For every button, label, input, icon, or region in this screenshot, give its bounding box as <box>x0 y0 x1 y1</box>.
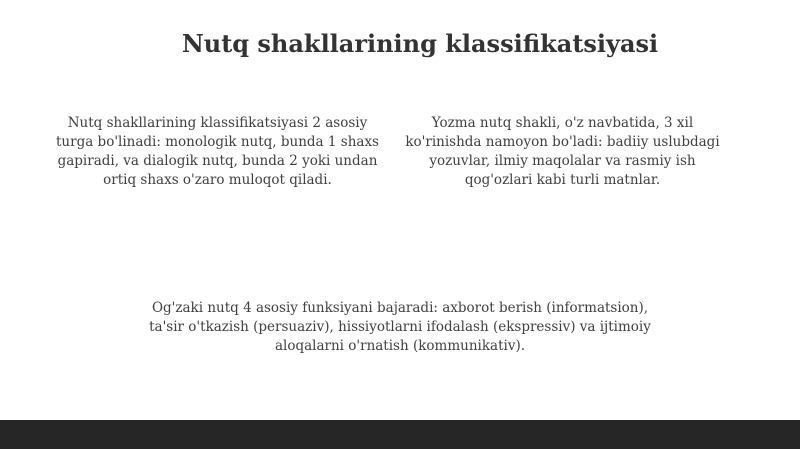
paragraph-monologic-dialogic: Nutq shakllarining klassifikatsiyasi 2 asosiy turga bo'linadi: monologik nutq, bunda 1 shaxs gapiradi, va dialogik nutq, bunda 2 yoki undan ortiq shaxs o'zaro muloqot qiladi. <box>56 115 379 188</box>
slide-title: Nutq shakllarining klassifikatsiyasi <box>181 29 659 58</box>
footer-bar <box>0 420 800 449</box>
paragraph-oral-speech-functions: Og'zaki nutq 4 asosiy funksiyani bajaradi: axborot berish (informatsion), ta'sir o'tkazish (persuaziv), hissiyotlarni ifodalash (ekspressiv) va ijtimoiy aloqalarni o'rnatish (kommunikativ). <box>149 300 651 354</box>
paragraph-written-speech: Yozma nutq shakli, o'z navbatida, 3 xil ko'rinishda namoyon bo'ladi: badiiy uslubdagi yozuvlar, ilmiy maqolalar va rasmiy ish qog'ozlari kabi turli matnlar. <box>405 115 720 188</box>
